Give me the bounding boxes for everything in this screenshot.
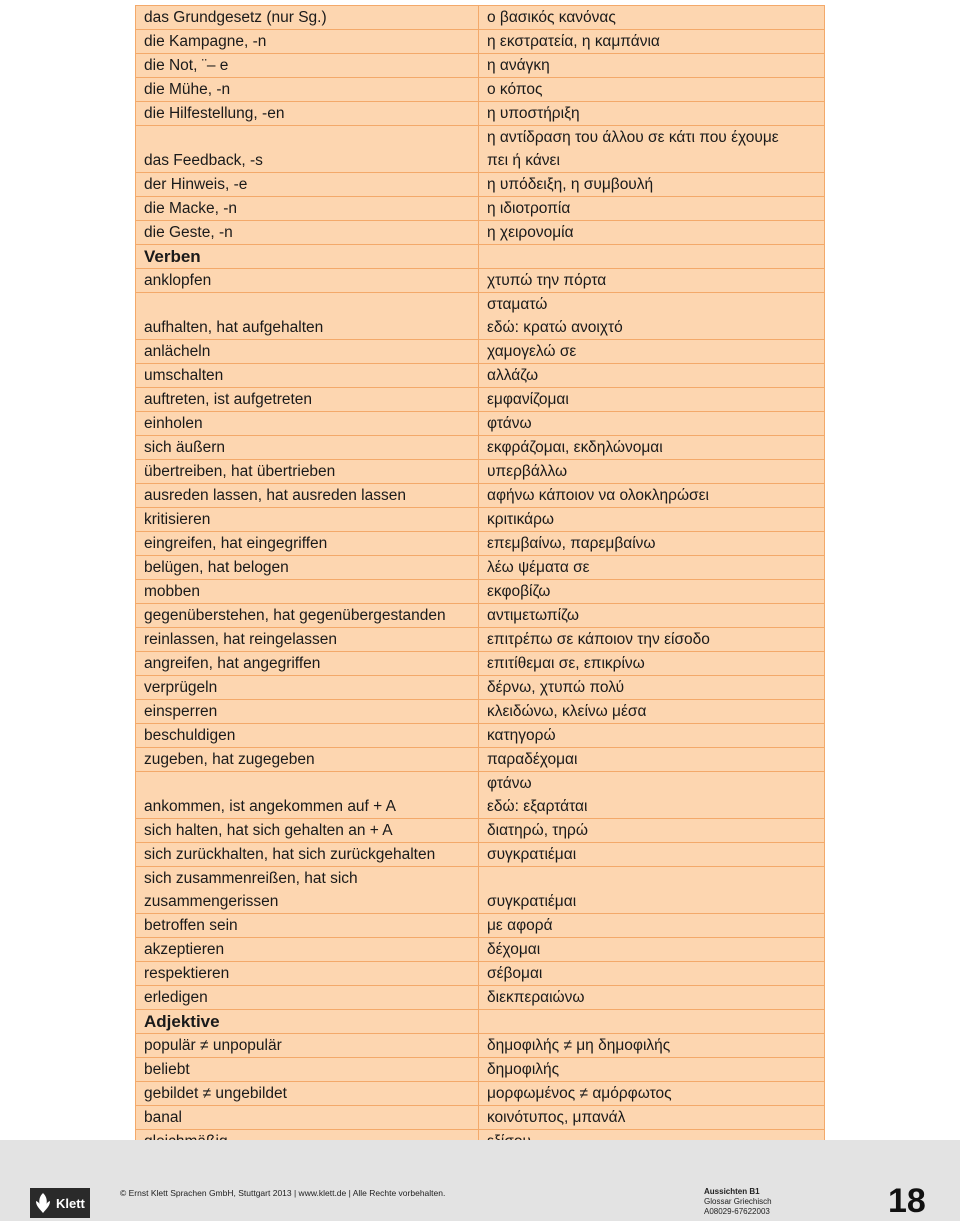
german-term: einsperren [136,700,479,724]
greek-translation: η εκστρατεία, η καμπάνια [479,30,825,54]
greek-translation: η ανάγκη [479,54,825,78]
german-term: respektieren [136,962,479,986]
section-heading: Adjektive [136,1010,479,1034]
table-row [136,173,825,197]
klett-logo [30,1188,90,1218]
greek-translation: εκφράζομαι, εκδηλώνομαι [479,436,825,460]
greek-translation: χαμογελώ σε [479,340,825,364]
german-term: beschuldigen [136,724,479,748]
greek-translation: επιτρέπω σε κάποιον την είσοδο [479,628,825,652]
greek-translation: ο βασικός κανόνας [479,6,825,30]
table-row [136,652,825,676]
german-term: banal [136,1106,479,1130]
german-term: die Hilfestellung, -en [136,102,479,126]
book-info [704,1187,772,1217]
greek-translation [479,245,825,269]
table-row [136,484,825,508]
greek-translation [479,1010,825,1034]
greek-translation: σταματώ εδώ: κρατώ ανοιχτό [479,293,825,340]
greek-translation: η αντίδραση του άλλου σε κάτι που έχουμε πει ή κάνει [479,126,825,173]
book-subtitle: Glossar Griechisch [704,1197,772,1206]
greek-translation: λέω ψέματα σε [479,556,825,580]
table-row [136,364,825,388]
table-row [136,197,825,221]
page-footer [0,1140,960,1221]
german-term: der Hinweis, -e [136,173,479,197]
greek-translation: υπερβάλλω [479,460,825,484]
page-number: 18 [888,1182,926,1220]
german-term: übertreiben, hat übertrieben [136,460,479,484]
greek-translation: διατηρώ, τηρώ [479,819,825,843]
greek-translation: επεμβαίνω, παρεμβαίνω [479,532,825,556]
greek-translation: η υποστήριξη [479,102,825,126]
german-term: reinlassen, hat reingelassen [136,628,479,652]
glossary-table [135,5,825,1154]
german-term: beliebt [136,1058,479,1082]
table-row [136,843,825,867]
german-term: gegenüberstehen, hat gegenübergestanden [136,604,479,628]
greek-translation: μορφωμένος ≠ αμόρφωτος [479,1082,825,1106]
table-row [136,436,825,460]
greek-translation: αλλάζω [479,364,825,388]
copyright-text: © Ernst Klett Sprachen GmbH, Stuttgart 2013 | www.klett.de | Alle Rechte vorbehalten. [120,1188,446,1198]
greek-translation: εμφανίζομαι [479,388,825,412]
german-term: die Kampagne, -n [136,30,479,54]
table-row [136,556,825,580]
table-row [136,628,825,652]
german-term: angreifen, hat angegriffen [136,652,479,676]
table-row [136,867,825,914]
german-term: zugeben, hat zugegeben [136,748,479,772]
greek-translation: διεκπεραιώνω [479,986,825,1010]
book-title: Aussichten B1 [704,1187,760,1196]
table-row [136,580,825,604]
section-row [136,245,825,269]
greek-translation: δέρνω, χτυπώ πολύ [479,676,825,700]
german-term: kritisieren [136,508,479,532]
german-term: die Mühe, -n [136,78,479,102]
german-term: mobben [136,580,479,604]
table-row [136,54,825,78]
greek-translation: χτυπώ την πόρτα [479,269,825,293]
table-row [136,986,825,1010]
german-term: das Feedback, -s [136,126,479,173]
table-row [136,340,825,364]
klett-leaf-icon [30,1188,56,1218]
greek-translation: δημοφιλής ≠ μη δημοφιλής [479,1034,825,1058]
section-row [136,1010,825,1034]
german-term: die Macke, -n [136,197,479,221]
greek-translation: κριτικάρω [479,508,825,532]
german-term: sich zurückhalten, hat sich zurückgehalten [136,843,479,867]
greek-translation: σέβομαι [479,962,825,986]
table-row [136,532,825,556]
table-row [136,460,825,484]
greek-translation: συγκρατιέμαι [479,843,825,867]
table-row [136,30,825,54]
german-term: ausreden lassen, hat ausreden lassen [136,484,479,508]
greek-translation: κατηγορώ [479,724,825,748]
table-row [136,412,825,436]
german-term: auftreten, ist aufgetreten [136,388,479,412]
table-row [136,78,825,102]
german-term: anklopfen [136,269,479,293]
greek-translation: φτάνω [479,412,825,436]
german-term: die Not, ¨– e [136,54,479,78]
table-row [136,724,825,748]
german-term: akzeptieren [136,938,479,962]
greek-translation: η υπόδειξη, η συμβουλή [479,173,825,197]
greek-translation: επιτίθεμαι σε, επικρίνω [479,652,825,676]
greek-translation: δημοφιλής [479,1058,825,1082]
klett-logo-text: Klett [56,1195,85,1211]
table-row [136,508,825,532]
greek-translation: φτάνω εδώ: εξαρτάται [479,772,825,819]
greek-translation: η χειρονομία [479,221,825,245]
table-row [136,1058,825,1082]
greek-translation: παραδέχομαι [479,748,825,772]
table-row [136,293,825,340]
greek-translation: ο κόπος [479,78,825,102]
german-term: gebildet ≠ ungebildet [136,1082,479,1106]
book-code: A08029-67622003 [704,1207,770,1216]
greek-translation: αφήνω κάποιον να ολοκληρώσει [479,484,825,508]
glossary-body [136,6,825,1154]
greek-translation: κοινότυπος, μπανάλ [479,1106,825,1130]
german-term: sich zusammenreißen, hat sich zusammengerissen [136,867,479,914]
german-term: verprügeln [136,676,479,700]
greek-translation: η ιδιοτροπία [479,197,825,221]
table-row [136,269,825,293]
greek-translation: αντιμετωπίζω [479,604,825,628]
table-row [136,6,825,30]
german-term: sich halten, hat sich gehalten an + A [136,819,479,843]
table-row [136,772,825,819]
table-row [136,388,825,412]
greek-translation: εκφοβίζω [479,580,825,604]
german-term: anlächeln [136,340,479,364]
greek-translation: συγκρατιέμαι [479,867,825,914]
table-row [136,748,825,772]
german-term: aufhalten, hat aufgehalten [136,293,479,340]
greek-translation: κλειδώνω, κλείνω μέσα [479,700,825,724]
table-row [136,700,825,724]
greek-translation: με αφορά [479,914,825,938]
german-term: umschalten [136,364,479,388]
table-row [136,914,825,938]
table-row [136,126,825,173]
german-term: belügen, hat belogen [136,556,479,580]
table-row [136,1106,825,1130]
table-row [136,938,825,962]
german-term: erledigen [136,986,479,1010]
german-term: ankommen, ist angekommen auf + A [136,772,479,819]
table-row [136,102,825,126]
german-term: einholen [136,412,479,436]
section-heading: Verben [136,245,479,269]
table-row [136,962,825,986]
table-row [136,819,825,843]
german-term: die Geste, -n [136,221,479,245]
table-row [136,221,825,245]
german-term: das Grundgesetz (nur Sg.) [136,6,479,30]
table-row [136,1082,825,1106]
table-row [136,604,825,628]
german-term: populär ≠ unpopulär [136,1034,479,1058]
german-term: betroffen sein [136,914,479,938]
table-row [136,676,825,700]
greek-translation: δέχομαι [479,938,825,962]
german-term: sich äußern [136,436,479,460]
table-row [136,1034,825,1058]
german-term: eingreifen, hat eingegriffen [136,532,479,556]
